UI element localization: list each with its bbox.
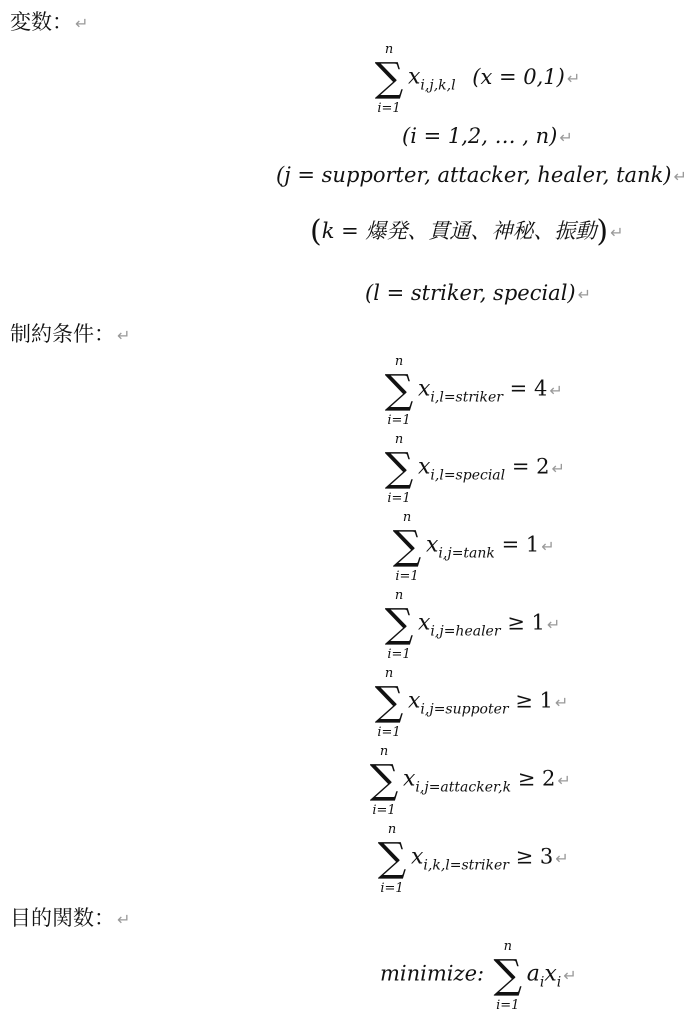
binary-domain: (x = 0,1) xyxy=(472,64,565,89)
objective-function: minimize: n ∑ i=1 $a_ix_i$ ↵ xyxy=(380,939,577,1013)
summation-symbol: n ∑ i=1 xyxy=(369,744,399,818)
constraint-tank: n ∑ i=1 $x_{i,j=tank} = 1$ ↵ xyxy=(390,526,555,566)
return-mark: ↵ xyxy=(75,14,89,33)
summation-symbol: n ∑ i=1 xyxy=(493,939,523,1013)
heading-objective: 目的関数： ↵ xyxy=(10,906,131,930)
constraint-k-striker: n ∑ i=1 $x_{i,k,l=striker} \ge 3$ ↵ xyxy=(375,838,569,878)
variable-sum-equation: n ∑ i=1 $x_{i,j,k,l}$ (x = 0,1) ↵ xyxy=(372,58,580,98)
heading-text: 変数： xyxy=(10,10,73,34)
i-range: (i = 1,2, … , n) ↵ xyxy=(402,124,573,148)
l-range: (l = striker, special) ↵ xyxy=(365,281,592,305)
summation-symbol: n ∑ i=1 xyxy=(384,354,414,428)
constraint-attacker: n ∑ i=1 $x_{i,j=attacker,k} \ge 2$ ↵ xyxy=(367,760,571,800)
constraint-healer: n ∑ i=1 $x_{i,j=healer} \ge 1$ ↵ xyxy=(382,604,560,644)
k-range: (k = 爆発、貫通、神秘、振動) ↵ xyxy=(310,214,624,249)
summation-symbol: n ∑ i=1 xyxy=(374,666,404,740)
constraint-supporter: n ∑ i=1 $x_{i,j=suppoter} \ge 1$ ↵ xyxy=(372,682,568,722)
summation-symbol: n ∑ i=1 xyxy=(384,588,414,662)
heading-variables xyxy=(10,6,88,36)
constraint-striker: n ∑ i=1 $x_{i,l=striker} = 4$ ↵ xyxy=(382,370,563,410)
summation-symbol: n ∑ i=1 xyxy=(384,432,414,506)
summation-symbol: n ∑ i=1 xyxy=(374,42,404,116)
summation-symbol: n ∑ i=1 xyxy=(377,822,407,896)
minimize-label: minimize: xyxy=(380,961,485,986)
heading-constraints: 制約条件： ↵ xyxy=(10,322,131,346)
j-range: (j = supporter, attacker, healer, tank) ↵ xyxy=(276,163,687,187)
summation-symbol: n ∑ i=1 xyxy=(392,510,422,584)
constraint-special: n ∑ i=1 $x_{i,l=special} = 2$ ↵ xyxy=(382,448,565,488)
